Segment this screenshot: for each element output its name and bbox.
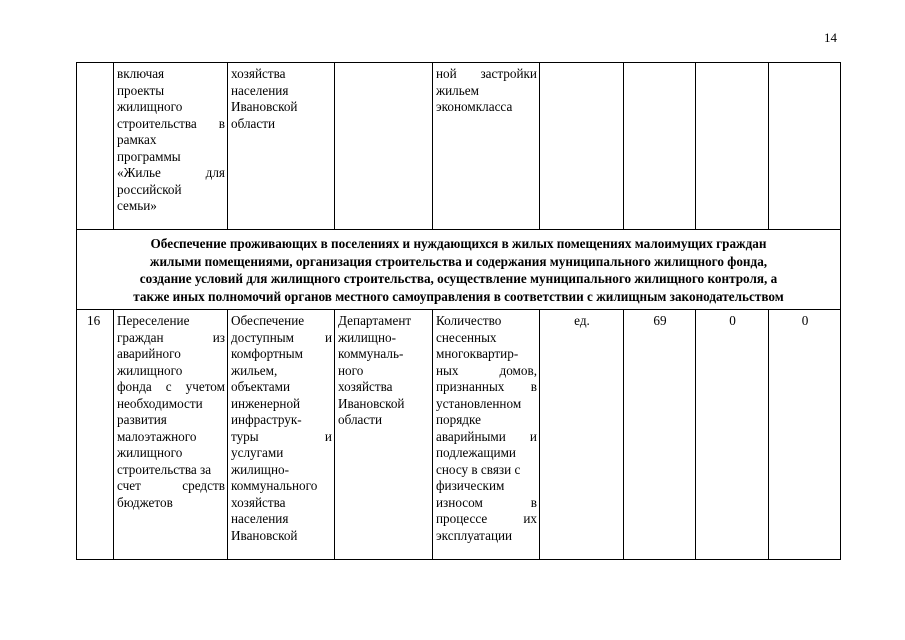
cell-text-line: Ивановской: [231, 527, 298, 543]
cell-num: [77, 63, 114, 230]
cell-text-line: строительства за: [117, 461, 212, 477]
cell-indicator: [433, 63, 540, 230]
cell-text-line: Переселение: [117, 313, 190, 328]
cell-text-line: инфраструк-: [231, 412, 302, 427]
cell-text-line: многоквартир-: [436, 346, 519, 361]
cell-unit: [540, 63, 624, 230]
cell-text-line: Ивановской: [338, 395, 405, 411]
cell-text-line: программы: [117, 148, 181, 164]
cell-name: [114, 63, 228, 230]
cell-value-2: 0: [696, 310, 769, 560]
table-row-continued: [77, 63, 841, 230]
cell-text-line: Количество: [436, 313, 502, 328]
cell-text-line: коммунального: [231, 478, 318, 493]
section-heading: [77, 230, 841, 310]
cell-text-line: фонда с учетом: [117, 379, 225, 394]
cell-text-line: порядке: [436, 412, 481, 427]
cell-value-3: 0: [769, 310, 841, 560]
cell-text-line: ных домов,: [436, 362, 537, 378]
heading-text-line: Обеспечение проживающих в поселениях и нуждающихся в жилых помещениях малоимущих граждан: [150, 236, 767, 251]
cell-text-line: коммуналь-: [338, 346, 404, 361]
heading-text-line: также иных полномочий органов местного самоуправления в соответствии с жилищным законодательством: [133, 288, 784, 304]
cell-text-line: малоэтажного: [117, 428, 197, 444]
program-table: [76, 62, 841, 560]
cell-text-line: счет средств: [117, 478, 225, 493]
cell-text-line: жилищно-: [338, 329, 397, 345]
cell-text-line: проекты: [117, 82, 165, 98]
table-row-16: [77, 310, 841, 560]
cell-value-1: [624, 63, 696, 230]
cell-text-line: области: [231, 115, 276, 131]
cell-goal: [228, 63, 335, 230]
cell-text-line: включая: [117, 66, 165, 81]
section-heading-row: [77, 230, 841, 310]
cell-text-line: Департамент: [338, 313, 412, 328]
cell-value-3: [769, 63, 841, 230]
cell-text-line: жилищного: [117, 99, 183, 114]
cell-text-line: комфортным: [231, 346, 304, 361]
cell-text-line: ной застройки: [436, 66, 537, 81]
cell-value-2: [696, 63, 769, 230]
cell-text-line: рамках: [117, 132, 157, 147]
cell-num: 16: [77, 310, 114, 560]
cell-text-line: жильем: [436, 82, 479, 98]
cell-indicator: [433, 310, 540, 560]
cell-text-line: бюджетов: [117, 494, 173, 510]
cell-text-line: признанных в: [436, 379, 537, 394]
cell-text-line: износом в: [436, 494, 537, 510]
cell-text-line: аварийными и: [436, 428, 537, 444]
cell-text-line: Обеспечение: [231, 313, 305, 328]
cell-text-line: Ивановской: [231, 99, 298, 114]
cell-text-line: развития: [117, 412, 167, 427]
cell-text-line: доступным и: [231, 329, 332, 345]
cell-text-line: туры и: [231, 428, 332, 444]
cell-text-line: населения: [231, 82, 289, 98]
cell-name: [114, 310, 228, 560]
cell-text-line: хозяйства: [231, 494, 286, 510]
cell-text-line: необходимости: [117, 395, 203, 411]
cell-text-line: жилищного: [117, 362, 183, 378]
cell-text-line: эксплуатации: [436, 527, 513, 543]
cell-text-line: установленном: [436, 395, 522, 411]
cell-text-line: экономкласса: [436, 99, 513, 114]
cell-value-1: 69: [624, 310, 696, 560]
cell-goal: [228, 310, 335, 560]
cell-text-line: подлежащими: [436, 445, 516, 460]
cell-text-line: инженерной: [231, 395, 301, 411]
cell-text-line: населения: [231, 511, 289, 526]
cell-executor: [335, 63, 433, 230]
cell-text-line: жильем,: [231, 362, 278, 378]
cell-text-line: российской: [117, 181, 182, 197]
cell-text-line: ного: [338, 362, 364, 378]
cell-text-line: физическим: [436, 478, 505, 493]
heading-text-line: создание условий для жилищного строительства, осуществление муниципального жилищного контроля, а: [139, 271, 778, 286]
cell-unit: ед.: [540, 310, 624, 560]
cell-text-line: семьи»: [117, 198, 157, 213]
cell-text-line: жилищно-: [231, 461, 290, 477]
cell-text-line: услугами: [231, 445, 284, 460]
cell-text-line: граждан из: [117, 329, 225, 345]
cell-text-line: хозяйства: [231, 66, 286, 81]
cell-text-line: объектами: [231, 379, 291, 394]
cell-text-line: снесенных: [436, 329, 497, 345]
cell-text-line: процессе их: [436, 511, 537, 526]
page-number: 14: [824, 30, 837, 45]
heading-text-line: жилыми помещениями, организация строительства и содержания муниципального жилищного фонда,: [149, 253, 768, 269]
cell-text-line: хозяйства: [338, 379, 393, 394]
cell-text-line: области: [338, 412, 383, 427]
cell-text-line: «Жилье для: [117, 165, 225, 180]
cell-text-line: сносу в связи с: [436, 461, 521, 477]
cell-executor: [335, 310, 433, 560]
cell-text-line: строительства в: [117, 115, 225, 131]
cell-text-line: аварийного: [117, 346, 181, 361]
cell-text-line: жилищного: [117, 445, 183, 460]
